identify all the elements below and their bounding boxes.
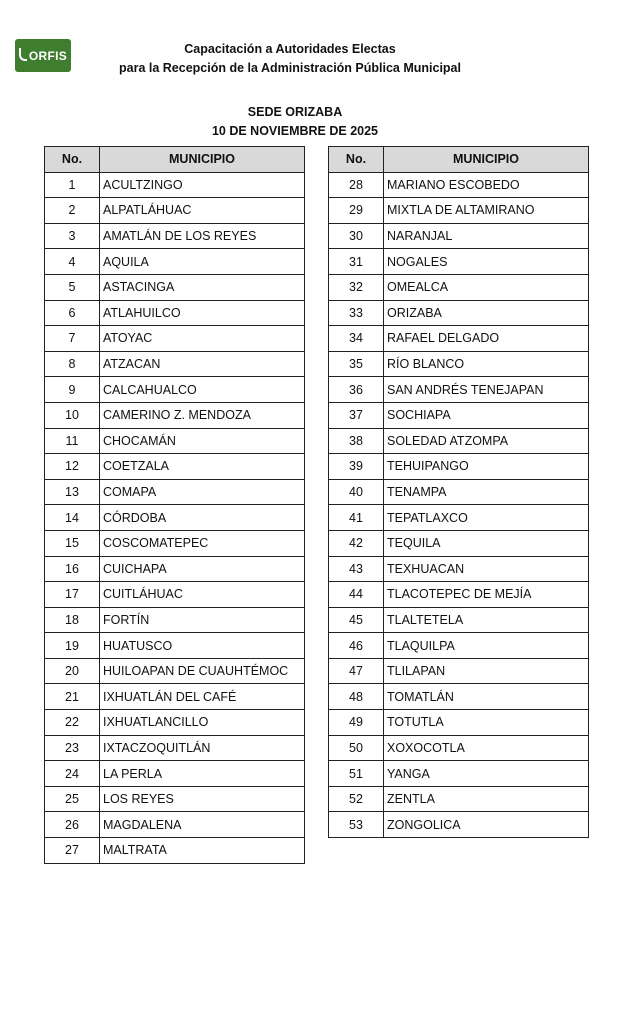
- table-row: [329, 428, 589, 454]
- municipio-name: LA PERLA: [100, 761, 305, 787]
- row-number: 40: [329, 479, 384, 505]
- row-number: 34: [329, 326, 384, 352]
- table-row: [329, 812, 589, 838]
- table-row: [329, 326, 589, 352]
- row-number: 51: [329, 761, 384, 787]
- municipio-name: SOCHIAPA: [384, 402, 589, 428]
- municipio-name: TEPATLAXCO: [384, 505, 589, 531]
- table-row: [329, 198, 589, 224]
- municipio-name: RÍO BLANCO: [384, 351, 589, 377]
- municipio-name: MALTRATA: [100, 838, 305, 864]
- municipio-name: MIXTLA DE ALTAMIRANO: [384, 198, 589, 224]
- municipio-name: IXTACZOQUITLÁN: [100, 735, 305, 761]
- row-number: 15: [45, 530, 100, 556]
- municipio-name: CAMERINO Z. MENDOZA: [100, 402, 305, 428]
- municipios-table-right: [328, 146, 589, 838]
- row-number: 38: [329, 428, 384, 454]
- municipio-name: CALCAHUALCO: [100, 377, 305, 403]
- municipio-name: COMAPA: [100, 479, 305, 505]
- row-number: 48: [329, 684, 384, 710]
- row-number: 11: [45, 428, 100, 454]
- row-number: 29: [329, 198, 384, 224]
- event-date: 10 DE NOVIEMBRE DE 2025: [211, 124, 379, 138]
- row-number: 41: [329, 505, 384, 531]
- table-row: [45, 761, 305, 787]
- municipio-name: NOGALES: [384, 249, 589, 275]
- table-row: [329, 249, 589, 275]
- swoosh-icon: [19, 48, 27, 61]
- table-row: [329, 761, 589, 787]
- table-row: [329, 786, 589, 812]
- row-number: 43: [329, 556, 384, 582]
- table-row: [45, 812, 305, 838]
- table-row: [45, 172, 305, 198]
- row-number: 36: [329, 377, 384, 403]
- row-number: 53: [329, 812, 384, 838]
- municipio-name: TLALTETELA: [384, 607, 589, 633]
- municipio-name: CHOCAMÁN: [100, 428, 305, 454]
- municipio-name: RAFAEL DELGADO: [384, 326, 589, 352]
- municipio-name: TLAQUILPA: [384, 633, 589, 659]
- table-row: [45, 556, 305, 582]
- table-row: [45, 300, 305, 326]
- municipio-name: ACULTZINGO: [100, 172, 305, 198]
- municipio-name: ATOYAC: [100, 326, 305, 352]
- municipio-name: CUITLÁHUAC: [100, 582, 305, 608]
- row-number: 50: [329, 735, 384, 761]
- table-row: [329, 710, 589, 736]
- row-number: 4: [45, 249, 100, 275]
- table-row: [329, 735, 589, 761]
- table-row: [45, 351, 305, 377]
- column-header-no: No.: [45, 147, 100, 173]
- municipio-name: MAGDALENA: [100, 812, 305, 838]
- table-row: [45, 223, 305, 249]
- table-row: [45, 710, 305, 736]
- municipio-name: MARIANO ESCOBEDO: [384, 172, 589, 198]
- row-number: 25: [45, 786, 100, 812]
- table-row: [329, 300, 589, 326]
- row-number: 37: [329, 402, 384, 428]
- municipio-name: AMATLÁN DE LOS REYES: [100, 223, 305, 249]
- table-row: [45, 479, 305, 505]
- municipio-name: ORIZABA: [384, 300, 589, 326]
- row-number: 49: [329, 710, 384, 736]
- municipio-name: LOS REYES: [100, 786, 305, 812]
- municipio-name: FORTÍN: [100, 607, 305, 633]
- row-number: 27: [45, 838, 100, 864]
- orfis-logo: [15, 39, 71, 72]
- table-header-row: [45, 147, 305, 173]
- municipio-name: TEHUIPANGO: [384, 454, 589, 480]
- table-row: [45, 607, 305, 633]
- table-row: [45, 454, 305, 480]
- municipio-name: TOMATLÁN: [384, 684, 589, 710]
- municipio-name: ATLAHUILCO: [100, 300, 305, 326]
- row-number: 2: [45, 198, 100, 224]
- municipio-name: ZENTLA: [384, 786, 589, 812]
- row-number: 44: [329, 582, 384, 608]
- municipio-name: COETZALA: [100, 454, 305, 480]
- table-row: [329, 172, 589, 198]
- table-row: [45, 198, 305, 224]
- table-row: [329, 377, 589, 403]
- table-row: [329, 607, 589, 633]
- table-row: [329, 658, 589, 684]
- municipio-name: SOLEDAD ATZOMPA: [384, 428, 589, 454]
- row-number: 6: [45, 300, 100, 326]
- municipio-name: IXHUATLÁN DEL CAFÉ: [100, 684, 305, 710]
- municipio-name: TOTUTLA: [384, 710, 589, 736]
- municipio-name: CUICHAPA: [100, 556, 305, 582]
- municipio-name: NARANJAL: [384, 223, 589, 249]
- sede-title: SEDE ORIZABA: [247, 105, 343, 119]
- row-number: 1: [45, 172, 100, 198]
- row-number: 13: [45, 479, 100, 505]
- row-number: 7: [45, 326, 100, 352]
- table-header-row: [329, 147, 589, 173]
- municipio-name: TENAMPA: [384, 479, 589, 505]
- table-row: [329, 633, 589, 659]
- table-row: [329, 351, 589, 377]
- row-number: 16: [45, 556, 100, 582]
- table-row: [45, 402, 305, 428]
- row-number: 26: [45, 812, 100, 838]
- table-row: [329, 402, 589, 428]
- row-number: 32: [329, 274, 384, 300]
- municipio-name: ZONGOLICA: [384, 812, 589, 838]
- row-number: 17: [45, 582, 100, 608]
- municipio-name: COSCOMATEPEC: [100, 530, 305, 556]
- row-number: 14: [45, 505, 100, 531]
- municipio-name: CÓRDOBA: [100, 505, 305, 531]
- table-row: [45, 735, 305, 761]
- table-row: [329, 582, 589, 608]
- table-row: [329, 274, 589, 300]
- municipio-name: TLILAPAN: [384, 658, 589, 684]
- logo-text: ORFIS: [28, 48, 68, 63]
- table-row: [329, 479, 589, 505]
- municipio-name: TEXHUACAN: [384, 556, 589, 582]
- row-number: 8: [45, 351, 100, 377]
- row-number: 20: [45, 658, 100, 684]
- table-row: [45, 505, 305, 531]
- row-number: 46: [329, 633, 384, 659]
- municipio-name: SAN ANDRÉS TENEJAPAN: [384, 377, 589, 403]
- municipio-name: ASTACINGA: [100, 274, 305, 300]
- row-number: 30: [329, 223, 384, 249]
- table-row: [45, 274, 305, 300]
- municipio-name: ATZACAN: [100, 351, 305, 377]
- row-number: 45: [329, 607, 384, 633]
- table-row: [45, 249, 305, 275]
- header-line-1: Capacitación a Autoridades Electas: [184, 42, 396, 56]
- row-number: 39: [329, 454, 384, 480]
- row-number: 5: [45, 274, 100, 300]
- header-line-2: para la Recepción de la Administración Pública Municipal: [119, 61, 461, 75]
- table-row: [329, 505, 589, 531]
- table-row: [329, 530, 589, 556]
- event-subheader: [130, 103, 460, 141]
- table-row: [45, 530, 305, 556]
- table-row: [45, 326, 305, 352]
- municipio-name: TLACOTEPEC DE MEJÍA: [384, 582, 589, 608]
- row-number: 23: [45, 735, 100, 761]
- table-row: [45, 582, 305, 608]
- municipio-name: XOXOCOTLA: [384, 735, 589, 761]
- row-number: 22: [45, 710, 100, 736]
- document-header: [95, 40, 485, 78]
- table-row: [329, 556, 589, 582]
- row-number: 10: [45, 402, 100, 428]
- municipio-name: YANGA: [384, 761, 589, 787]
- table-row: [45, 377, 305, 403]
- row-number: 47: [329, 658, 384, 684]
- row-number: 3: [45, 223, 100, 249]
- table-row: [45, 838, 305, 864]
- row-number: 19: [45, 633, 100, 659]
- table-row: [45, 786, 305, 812]
- row-number: 35: [329, 351, 384, 377]
- municipio-name: AQUILA: [100, 249, 305, 275]
- municipios-table-left: [44, 146, 305, 864]
- municipio-name: IXHUATLANCILLO: [100, 710, 305, 736]
- table-row: [45, 684, 305, 710]
- row-number: 12: [45, 454, 100, 480]
- municipio-name: HUILOAPAN DE CUAUHTÉMOC: [100, 658, 305, 684]
- table-row: [45, 658, 305, 684]
- municipio-name: TEQUILA: [384, 530, 589, 556]
- row-number: 42: [329, 530, 384, 556]
- table-row: [45, 428, 305, 454]
- column-header-municipio: MUNICIPIO: [384, 147, 589, 173]
- row-number: 9: [45, 377, 100, 403]
- table-row: [329, 454, 589, 480]
- row-number: 33: [329, 300, 384, 326]
- row-number: 24: [45, 761, 100, 787]
- row-number: 28: [329, 172, 384, 198]
- column-header-no: No.: [329, 147, 384, 173]
- row-number: 21: [45, 684, 100, 710]
- row-number: 31: [329, 249, 384, 275]
- row-number: 18: [45, 607, 100, 633]
- column-header-municipio: MUNICIPIO: [100, 147, 305, 173]
- table-row: [329, 684, 589, 710]
- municipio-name: ALPATLÁHUAC: [100, 198, 305, 224]
- municipio-name: HUATUSCO: [100, 633, 305, 659]
- municipio-name: OMEALCA: [384, 274, 589, 300]
- table-row: [45, 633, 305, 659]
- table-row: [329, 223, 589, 249]
- row-number: 52: [329, 786, 384, 812]
